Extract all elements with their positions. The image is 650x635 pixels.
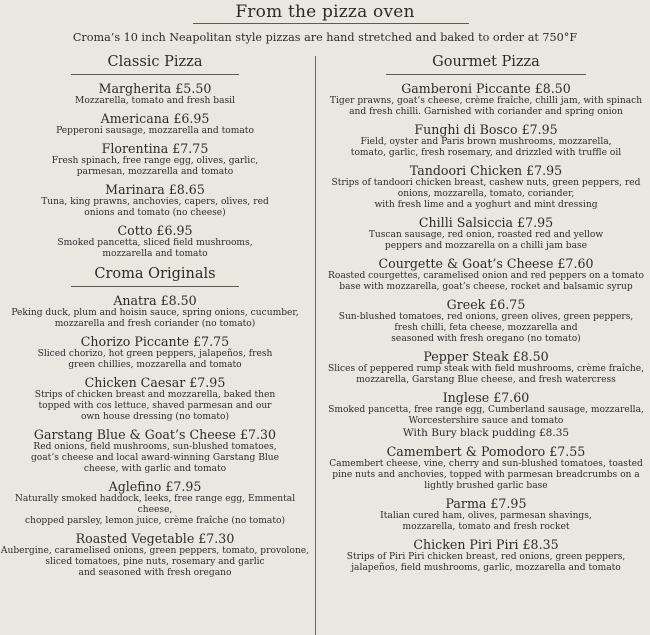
menu-item: [322, 390, 650, 440]
menu-item-list: [0, 81, 310, 260]
menu-item-name: Greek £6.75: [446, 297, 526, 312]
menu-item-description: Worcestershire sauce and tomato: [408, 416, 564, 426]
menu-item-description: Roasted courgettes, caramelised onion and red peppers on a tomato: [328, 271, 644, 281]
section-underline: [71, 286, 239, 287]
menu-item-name: Chorizo Piccante £7.75: [80, 334, 230, 349]
menu-item-description: and seasoned with fresh oregano: [78, 568, 232, 578]
menu-item-description: Aubergine, caramelised onions, green peppers, tomato, provolone,: [0, 546, 310, 556]
menu-item-name: Camembert & Pomodoro £7.55: [386, 444, 586, 459]
menu-item: [322, 297, 650, 345]
menu-item-description: Strips of chicken breast and mozzarella, baked then: [34, 390, 276, 400]
menu-item-description: onions and tomato (no cheese): [84, 208, 226, 218]
menu-item-description: Tiger prawns, goat’s cheese, crème fraîche, chilli jam, with spinach: [329, 96, 643, 106]
menu-item-name: Tandoori Chicken £7.95: [409, 163, 563, 178]
menu-item-name: Anatra £8.50: [113, 293, 197, 308]
menu-item: [322, 163, 650, 211]
menu-item-description: Mozzarella, tomato and fresh basil: [75, 96, 235, 106]
menu-item-description: Smoked pancetta, sliced field mushrooms,: [57, 238, 253, 248]
menu-item-description: sliced tomatoes, pine nuts, rosemary and garlic: [45, 557, 265, 567]
menu-item-name: Margherita £5.50: [98, 81, 212, 96]
menu-item-description: lightly brushed garlic base: [424, 481, 548, 491]
menu-item: [0, 334, 310, 371]
menu-item-name: Parma £7.95: [445, 496, 527, 511]
menu-item: [0, 531, 310, 579]
menu-item-extra: With Bury black pudding £8.35: [402, 427, 570, 439]
menu-item: [322, 349, 650, 386]
section-underline: [71, 74, 239, 75]
menu-item-name: Cotto £6.95: [117, 223, 193, 238]
menu-item: [322, 537, 650, 574]
menu-item-name: Roasted Vegetable £7.30: [75, 531, 235, 546]
menu-item-description: with fresh lime and a yoghurt and mint dressing: [374, 200, 598, 210]
menu-item-description: green chillies, mozzarella and tomato: [68, 360, 242, 370]
menu-item-description: jalapeños, field mushrooms, garlic, mozzarella and tomato: [351, 563, 621, 573]
menu-item-list: [322, 81, 650, 574]
menu-item-name: Chilli Salsiccia £7.95: [418, 215, 554, 230]
menu-item-description: peppers and mozzarella on a chilli jam base: [384, 241, 588, 251]
menu-item-name: Chicken Piri Piri £8.35: [413, 537, 559, 552]
menu-item-name: Marinara £8.65: [105, 182, 205, 197]
menu-item: [322, 215, 650, 252]
section-classic-pizza: [0, 54, 310, 260]
menu-item-description: Camembert cheese, vine, cherry and sun-blushed tomatoes, toasted: [329, 459, 643, 469]
menu-item: [0, 479, 310, 527]
right-column: [322, 52, 650, 578]
left-column: [0, 52, 310, 583]
menu-item-name: Inglese £7.60: [442, 390, 530, 405]
menu-item-description: Pepperoni sausage, mozzarella and tomato: [56, 126, 254, 136]
menu-item-name: Courgette & Goat’s Cheese £7.60: [378, 256, 594, 271]
menu-item: [322, 81, 650, 118]
menu-item: [0, 293, 310, 330]
menu-item: [322, 256, 650, 293]
menu-item-description: chopped parsley, lemon juice, crème fraîche (no tomato): [25, 516, 285, 526]
menu-item-description: mozzarella, tomato and fresh rocket: [402, 522, 570, 532]
menu-item-description: mozzarella and tomato: [102, 249, 208, 259]
section-croma-originals: [0, 266, 310, 579]
menu-item-name: Chicken Caesar £7.95: [84, 375, 226, 390]
menu-item-description: Naturally smoked haddock, leeks, free range egg, Emmental cheese,: [14, 494, 296, 515]
menu-item: [322, 122, 650, 159]
menu-item-name: Pepper Steak £8.50: [423, 349, 549, 364]
menu-item-description: pine nuts and anchovies, topped with parmesan breadcrumbs on a: [332, 470, 640, 480]
menu-item-description: Sliced chorizo, hot green peppers, jalapeños, fresh: [37, 349, 273, 359]
menu-item-description: and fresh chilli. Garnished with coriander and spring onion: [349, 107, 623, 117]
column-divider: [315, 56, 316, 635]
menu-item: [0, 81, 310, 107]
menu-item-description: cheese, with garlic and tomato: [83, 464, 227, 474]
menu-item-description: goat’s cheese and local award-winning Garstang Blue: [30, 453, 280, 463]
menu-item-description: Italian cured ham, olives, parmesan shavings,: [380, 511, 592, 521]
menu-item: [0, 182, 310, 219]
menu-item-description: Tuscan sausage, red onion, roasted red and yellow: [368, 230, 604, 240]
section-gourmet-pizza: [322, 54, 650, 574]
menu-item-description: tomato, garlic, fresh rosemary, and drizzled with truffle oil: [350, 148, 622, 158]
menu-item-description: mozzarella and fresh coriander (no tomato): [54, 319, 256, 329]
menu-item-name: Gamberoni Piccante £8.50: [401, 81, 571, 96]
intro-text: Croma’s 10 inch Neapolitan style pizzas are hand stretched and baked to order at 750°F: [72, 31, 578, 44]
menu-item-name: Florentina £7.75: [101, 141, 209, 156]
menu-item-description: Sun-blushed tomatoes, red onions, green olives, green peppers,: [338, 312, 634, 322]
menu-item-description: Peking duck, plum and hoisin sauce, spring onions, cucumber,: [11, 308, 299, 318]
menu-item-name: Funghi di Bosco £7.95: [414, 122, 558, 137]
menu-item-name: Garstang Blue & Goat’s Cheese £7.30: [33, 427, 277, 442]
menu-item: [322, 496, 650, 533]
menu-item: [0, 111, 310, 137]
menu-item: [0, 427, 310, 475]
section-underline: [386, 74, 586, 75]
menu-item: [0, 375, 310, 423]
menu-item-description: parmesan, mozzarella and tomato: [76, 167, 234, 177]
menu-item-description: Tuna, king prawns, anchovies, capers, olives, red: [41, 197, 269, 207]
menu-item-description: base with mozzarella, goat’s cheese, rocket and balsamic syrup: [339, 282, 633, 292]
title-underline: [193, 23, 469, 24]
section-title: Croma Originals: [94, 266, 216, 282]
menu-item: [0, 223, 310, 260]
menu-item: [322, 444, 650, 492]
menu-item-description: seasoned with fresh oregano (no tomato): [391, 334, 581, 344]
menu-item-name: Aglefino £7.95: [108, 479, 202, 494]
menu-item: [0, 141, 310, 178]
menu-item-name: Americana £6.95: [100, 111, 210, 126]
menu-item-description: Strips of tandoori chicken breast, cashew nuts, green peppers, red: [331, 178, 641, 188]
menu-item-description: Red onions, field mushrooms, sun-blushed tomatoes,: [33, 442, 277, 452]
menu-item-description: Strips of Piri Piri chicken breast, red onions, green peppers,: [346, 552, 626, 562]
menu-item-description: own house dressing (no tomato): [80, 412, 230, 422]
menu-item-description: mozzarella, Garstang Blue cheese, and fresh watercress: [356, 375, 616, 385]
menu-item-description: Field, oyster and Paris brown mushrooms, mozzarella,: [360, 137, 612, 147]
menu-item-description: fresh chilli, feta cheese, mozzarella and: [394, 323, 578, 333]
section-title: Classic Pizza: [107, 54, 203, 70]
menu-item-list: [0, 293, 310, 579]
section-title: Gourmet Pizza: [432, 54, 540, 70]
menu-item-description: Fresh spinach, free range egg, olives, garlic,: [51, 156, 259, 166]
page-title: From the pizza oven: [235, 2, 415, 22]
menu-item-description: onions, mozzarella, tomato, coriander,: [397, 189, 575, 199]
menu-item-description: Slices of peppered rump steak with field mushrooms, crème fraîche,: [327, 364, 645, 374]
menu-item-description: Smoked pancetta, free range egg, Cumberland sausage, mozzarella,: [328, 405, 644, 415]
menu-item-description: topped with cos lettuce, shaved parmesan and our: [38, 401, 272, 411]
